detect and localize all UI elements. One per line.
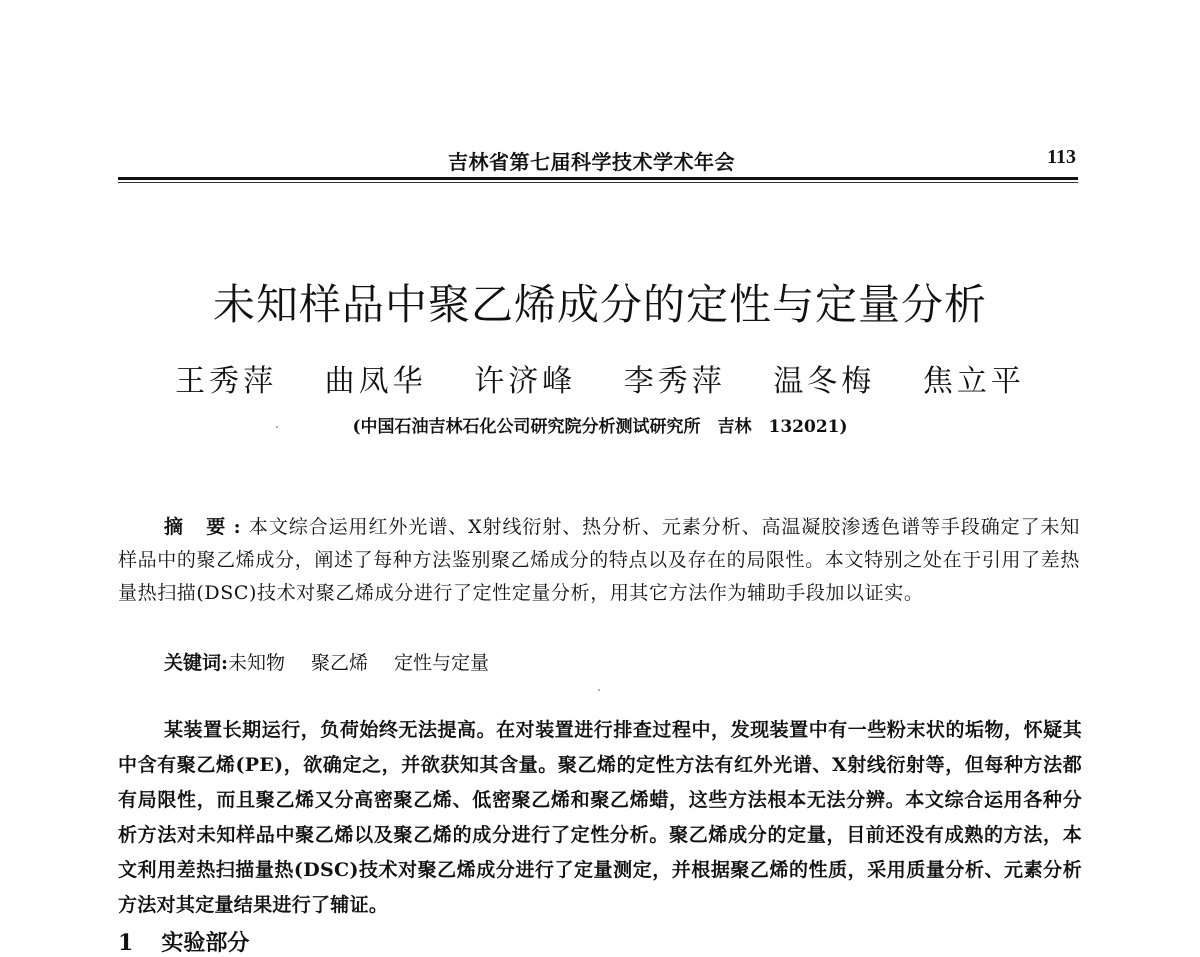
- author-name: 李秀萍: [623, 364, 726, 399]
- abstract: [118, 511, 1080, 610]
- section-number: 1: [118, 930, 134, 956]
- keywords: [164, 648, 489, 675]
- keyword: 未知物: [228, 652, 286, 674]
- author-name: 温冬梅: [773, 364, 876, 399]
- author-name: 曲凤华: [324, 364, 427, 399]
- author-name: 焦立平: [922, 364, 1025, 399]
- keywords-label: 关键词:: [164, 652, 229, 674]
- author-name: 王秀萍: [175, 364, 278, 399]
- running-header: [118, 146, 1078, 176]
- author-list: [0, 356, 1200, 400]
- conference-name: 吉林省第七届科学技术学术年会: [448, 150, 735, 174]
- keyword: 定性与定量: [394, 652, 490, 674]
- header-rule-thin: [118, 182, 1078, 183]
- section-heading: [118, 926, 277, 957]
- scan-speck: [276, 426, 278, 428]
- intro-paragraph: 某装置长期运行，负荷始终无法提高。在对装置进行排查过程中，发现装置中有一些粉末状的垢物，怀疑其中含有聚乙烯(PE)，欲确定之，并欲获知其含量。聚乙烯的定性方法有红外光谱、X射线衍射等，但每种方法都有局限性，而且聚乙烯又分高密聚乙烯、低密聚乙烯和聚乙烯蜡，这些方法根本无法分辨。本文综合运用各种分析方法对未知样品中聚乙烯以及聚乙烯的成分进行了定性分析。聚乙烯成分的定量，目前还没有成熟的方法，本文利用差热扫描量热(DSC)技术对聚乙烯成分进行了定量测定，并根据聚乙烯的性质，采用质量分析、元素分析方法对其定量结果进行了辅证。: [118, 719, 1082, 916]
- abstract-label: 摘 要:: [164, 516, 249, 538]
- section-title: 实验部分: [161, 930, 250, 956]
- keyword: 聚乙烯: [311, 652, 369, 674]
- affiliation: (中国石油吉林石化公司研究院分析测试研究所 吉林 132021): [352, 417, 848, 437]
- page-number: 113: [1047, 146, 1076, 168]
- author-name: 许济峰: [474, 364, 577, 399]
- paper-title: 未知样品中聚乙烯成分的定性与定量分析: [212, 280, 987, 330]
- scan-speck: [598, 689, 600, 691]
- header-rule-thick: [118, 177, 1078, 180]
- abstract-text: 本文综合运用红外光谱、X射线衍射、热分析、元素分析、高温凝胶渗透色谱等手段确定了未知样品中的聚乙烯成分，阐述了每种方法鉴别聚乙烯成分的特点以及存在的局限性。本文特别之处在于引用了差热量热扫描(DSC)技术对聚乙烯成分进行了定性定量分析，用其它方法作为辅助手段加以证实。: [118, 516, 1080, 604]
